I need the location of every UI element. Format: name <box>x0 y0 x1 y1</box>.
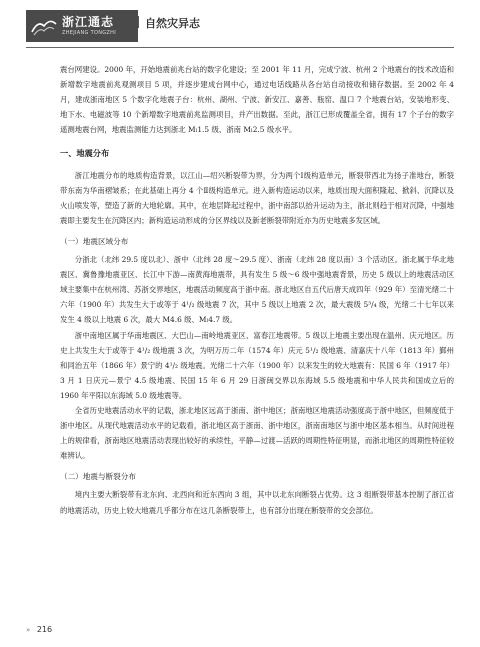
page-body <box>60 62 454 518</box>
book-title: 自然灾异志 <box>145 17 200 30</box>
series-logo <box>26 10 138 42</box>
paragraph: 浙中南地区属于华南地震区、大巴山—南岭地震亚区、富春江地震带。5 级以上地震主要出现在温州、庆元地区。历史上共发生大于或等于 4¹/₂ 级地震 3 次，为明万历二年（1574 年）庆元 5¹/₂ 级地震、清嘉庆十八年（1813 年）鄞州和同治五年（1866 年）景宁的 4¹/₂ 级地震。光绪二十六年（1900 年）以来发生的较大地震有：民国 6 年（1917 年）3 月 1 日庆元—景宁 4.5 级地震、民国 15 年 6 月 29 日浙闽交界以东海域 5.5 级地震和中华人民共和国成立后的 1960 年平阳以东海域 5.0 级地震等。 <box>60 330 454 400</box>
book-logo-icon <box>30 14 58 38</box>
logo-subtitle: ZHEJIANG TONGZHI <box>62 30 116 36</box>
page-header <box>0 0 480 48</box>
header-divider <box>26 47 454 48</box>
page-number: 216 <box>36 625 53 634</box>
section-intro-paragraph: 浙江地震分布的地质构造背景，以江山—绍兴断裂带为界，分为两个Ⅰ级构造单元，断裂带西北为扬子准地台，断裂带东南为华南褶皱系；在此基础上再分 4 个Ⅱ级构造单元。进入新构造运动以来，地质出现大面积隆起、掀斜、沉降以及火山喷发等，塑造了新的大地轮廓。其中，在地层降起过程中，浙中南部以抬升运动为主，浙北则趋于相对沉降，中强地震即主要发生在沉降区内；新构造运动形成的分区界线以及新老断裂带附近亦为历史地震多发区域。 <box>60 170 454 225</box>
paragraph: 全省历史地震活动水平的记载，浙北地区远高于浙南、浙中地区；浙南地区地震活动强度高于浙中地区，但频度低于浙中地区。从现代地震活动水平的记载看，浙北地区高于浙南、浙中地区，浙南南地区与浙中地区基本相当。从时间进程上的规律看，浙南地区地震活动表现出较好的承续性，平静—过渡—活跃的周期性特征明显，而浙北地区的周期性特征较难辨认。 <box>60 405 454 461</box>
subsection-heading: （一）地震区域分布 <box>60 236 129 246</box>
section-heading: 一、地震分布 <box>60 148 110 159</box>
page-footer <box>26 625 52 634</box>
logo-title: 浙江通志 <box>62 15 115 29</box>
paragraph-continuation: 震台网建设。2000 年，开始地震前兆台站的数字化建设；至 2001 年 11 月，完成宁波、杭州 2 个地震台的技术改造和新增数字地震前兆观测项目 5 项，并逐步建成台网中心，通过电话线路从各台站自动接收和储存数据。至 2002 年 4 月，建成浙南地区 5 个数字化地震子台：杭州、湖州、宁波、新安江、嘉善、瓶窑、温口 7 个地震台站，安装地形变、地下水、电磁波等 10 个新增数字地震前兆监测项目，并产出数据。至此，浙江已形成覆盖全省，拥有 17 个子台的数字遥测地震台网，地震监测能力达到浙北 Mₗ1.5 级、浙南 Mₗ2.5 级水平。 <box>60 65 454 135</box>
paragraph: 境内主要大断裂带有北东向、北西向和近东西向 3 组，其中以北东向断裂占优势。这 3 组断裂带基本控制了浙江省的地震活动，历史上较大地震几乎都分布在这几条断裂带上，也有部分出现在断裂带的交会部位。 <box>60 490 454 515</box>
paragraph: 分浙北（北纬 29.5 度以北）、浙中（北纬 28 度～29.5 度）、浙南（北纬 28 度以南）3 个活动区。浙北属于华北地震区、冀鲁豫地震亚区、长江中下游—南黄海地震带，具有发生 5 级～6 级中强地震背景，历史 5 级以上的地震活动区域主要集中在杭州湾、苏浙交界地区，地震活动频度高于浙中南。浙北地区自五代后唐天成四年（929 年）至清光绪二十六年（1900 年）共发生大于或等于 4¹/₂ 级地震 7 次，其中 5 级以上地震 2 次，最大震级 5³/₄ 级，光绪二十七年以来发生 4 级以上地震 6 次，最大 M4.6 级、Mₗ4.7 级。 <box>60 255 454 325</box>
page-arrow-icon: » <box>26 626 31 634</box>
subsection-heading: （二）地震与断裂分布 <box>60 472 136 482</box>
